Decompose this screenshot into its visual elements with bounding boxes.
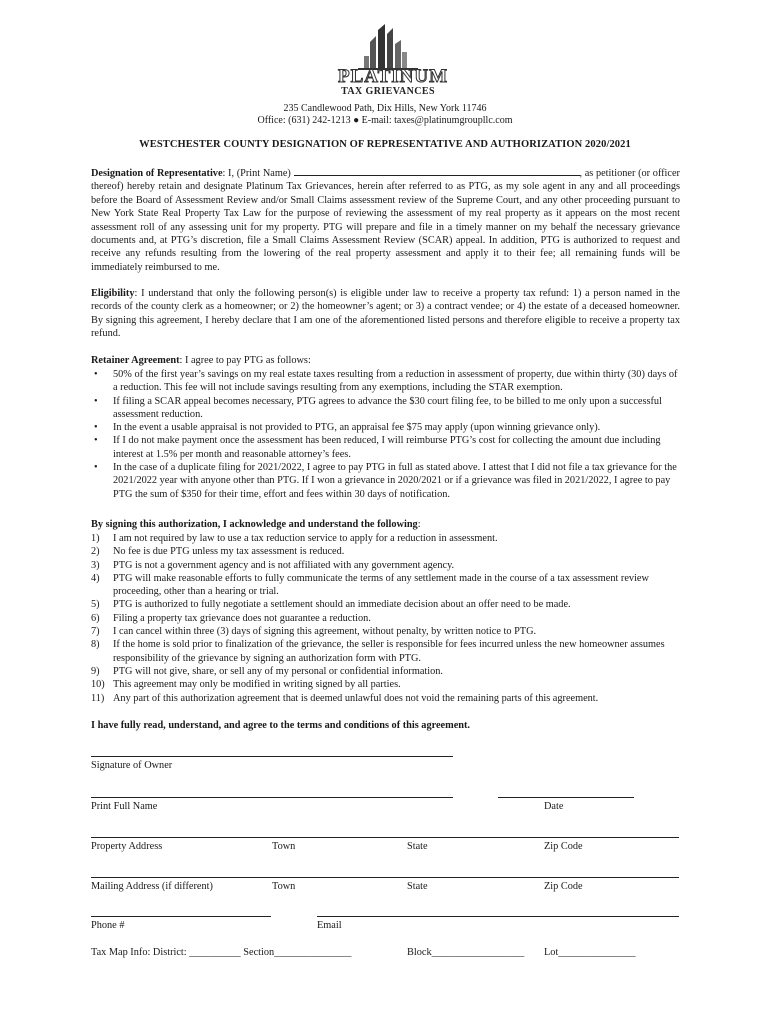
list-item: • 50% of the first year’s savings on my real estate taxes resulting from a reduction in assessment of property, due within thirty (30) days of a reduction. This fee will not include savings resulting from any exemptions, including the STAR exemption.	[94, 369, 678, 394]
print-name-blank[interactable]	[294, 166, 580, 176]
acknowledge-heading-line: By signing this authorization, I acknowledge and understand the following:	[91, 519, 421, 530]
acknowledge-heading: By signing this authorization, I acknowledge and understand the following	[91, 519, 418, 530]
acknowledge-list	[91, 532, 681, 705]
eligibility-heading: Eligibility	[91, 288, 135, 299]
retainer-heading: Retainer Agreement	[91, 355, 180, 366]
email-line[interactable]	[317, 916, 679, 917]
print-name-label: Print Full Name	[91, 801, 158, 812]
lot-field[interactable]: Lot_______________	[544, 947, 636, 958]
property-address-line[interactable]	[91, 837, 679, 838]
building-skyline-icon	[338, 22, 438, 72]
property-town-label: Town	[272, 841, 296, 852]
property-state-label: State	[407, 841, 428, 852]
date-line[interactable]	[498, 797, 634, 798]
list-item: 6) Filing a property tax grievance does not guarantee a reduction.	[91, 612, 371, 624]
retainer-list	[91, 368, 681, 501]
list-item: 10) This agreement may only be modified in writing signed by all parties.	[91, 679, 401, 691]
bullet-icon: •	[94, 395, 98, 407]
bullet-icon: •	[94, 369, 98, 380]
bullet-icon: •	[94, 435, 98, 447]
phone-label: Phone #	[91, 920, 125, 931]
platinum-logo	[338, 22, 449, 98]
agreement-statement: I have fully read, understand, and agree to the terms and conditions of this agreement.	[91, 720, 470, 731]
phone-line[interactable]	[91, 916, 271, 917]
list-item: • If I do not make payment once the assessment has been reduced, I will reimburse PTG’s cost for collecting the amount due including interest at 1.5% per month and reasonable attorney’s fees.	[94, 435, 661, 460]
block-field[interactable]: Block__________________	[407, 947, 525, 958]
list-item: 9) PTG will not give, share, or sell any of my personal or confidential information.	[91, 665, 443, 677]
signature-line[interactable]	[91, 756, 453, 757]
retainer-paragraph	[91, 354, 680, 367]
mailing-address-line[interactable]	[91, 877, 679, 878]
list-item: 3) PTG is not a government agency and is not affiliated with any government agency.	[91, 559, 455, 571]
date-label: Date	[544, 801, 564, 812]
mailing-state-label: State	[407, 881, 428, 892]
list-item: • In the case of a duplicate filing for 2021/2022, I agree to pay PTG in full as stated above. I attest that I did not file a tax grievance for the 2021/2022 year with anyone other than PTG. If I won a grievance in 2020/2021 or if a grievance was filed in 2021/2022, I agree to pay PTG the sum of $350 for their time, effort and fees within 30 days of notification.	[94, 462, 677, 500]
company-contact: Office: (631) 242-1213 ● E-mail: taxes@platinumgroupllc.com	[257, 115, 513, 126]
list-item: 4) PTG will make reasonable efforts to fully communicate the terms of any settlement made in the course of a tax assessment review proceeding, other than a hearing or trial.	[91, 572, 649, 598]
mailing-town-label: Town	[272, 881, 296, 892]
list-item: 2) No fee is due PTG unless my tax assessment is reduced.	[91, 546, 345, 558]
designation-lead: : I, (Print Name)	[222, 168, 294, 179]
mailing-zip-label: Zip Code	[544, 881, 583, 892]
list-item: 8) If the home is sold prior to finalization of the grievance, the seller is responsible for fees incurred unless the new homeowner assumes responsibility of the grievance by signing an authorization form with PTG.	[91, 639, 665, 664]
eligibility-body: : I understand that only the following person(s) is eligible under law to receive a property tax refund: 1) a person named in the records of the county clerk as a homeowner; or 2) the homeowner’s agent; or 3) a contract vendee; or 4) the estate of a deceased homeowner. By signing this agreement, I hereby declare that I am one of the aforementioned listed persons and therefore eligible to receive a property tax refund.	[91, 288, 680, 340]
logo-wordmark: PLATINUM	[338, 66, 449, 87]
list-item: 7) I can cancel within three (3) days of signing this agreement, without penalty, by written notice to PTG.	[91, 626, 537, 638]
eligibility-paragraph	[91, 287, 680, 341]
list-item: • In the event a usable appraisal is not provided to PTG, an appraisal fee $75 may apply (upon winning grievance only).	[94, 422, 601, 434]
document-title: WESTCHESTER COUNTY DESIGNATION OF REPRESENTATIVE AND AUTHORIZATION 2020/2021	[139, 139, 631, 150]
property-address-label: Property Address	[91, 841, 163, 852]
designation-heading: Designation of Representative	[91, 168, 223, 179]
property-zip-label: Zip Code	[544, 841, 583, 852]
designation-paragraph	[91, 166, 680, 274]
list-item: 5) PTG is authorized to fully negotiate a settlement should an immediate decision about an offer need to be made.	[91, 599, 571, 611]
designation-body: , as petitioner (or officer thereof) hereby retain and designate Platinum Tax Grievances, herein after referred to as PTG, as my sole agent in any and all proceedings before the Board of Assessment Review and/or Small Claims assessment review of the Supreme Court, and any other proceeding pursuant to New York State Real Property Tax Law for the purpose of reviewing the assessment of my real property as it appears on the most recent assessment roll of any assessing unit for my property. PTG will prepare and file in a timely manner on my behalf the necessary grievance documents and, at PTG’s discretion, file a Small Claims Assessment Review (SCAR) appeal. In addition, PTG is authorized to request and receive any refunds resulting from the lowering of the real property assessment and apply it to their fee; all remaining funds will be immediately reimbursed to me.	[91, 168, 680, 273]
signature-label: Signature of Owner	[91, 760, 173, 771]
bullet-icon: •	[94, 462, 98, 474]
list-item: 11) Any part of this authorization agreement that is deemed unlawful does not void the remaining parts of this agreement.	[91, 692, 599, 704]
logo-subtitle: TAX GRIEVANCES	[341, 86, 435, 97]
email-label: Email	[317, 920, 342, 931]
mailing-address-label: Mailing Address (if different)	[91, 881, 213, 892]
retainer-lead: : I agree to pay PTG as follows:	[179, 355, 311, 366]
bullet-icon: •	[94, 422, 98, 434]
list-item: 1) I am not required by law to use a tax reduction service to apply for a reduction in assessment.	[91, 533, 498, 544]
print-name-line[interactable]	[91, 797, 453, 798]
list-item: • If filing a SCAR appeal becomes necessary, PTG agrees to advance the $30 court filing fee, to be billed to me only upon a successful assessment reduction.	[94, 395, 662, 420]
tax-map-info[interactable]: Tax Map Info: District: __________ Section_______________	[91, 947, 352, 958]
company-address: 235 Candlewood Path, Dix Hills, New York 11746	[283, 103, 487, 114]
